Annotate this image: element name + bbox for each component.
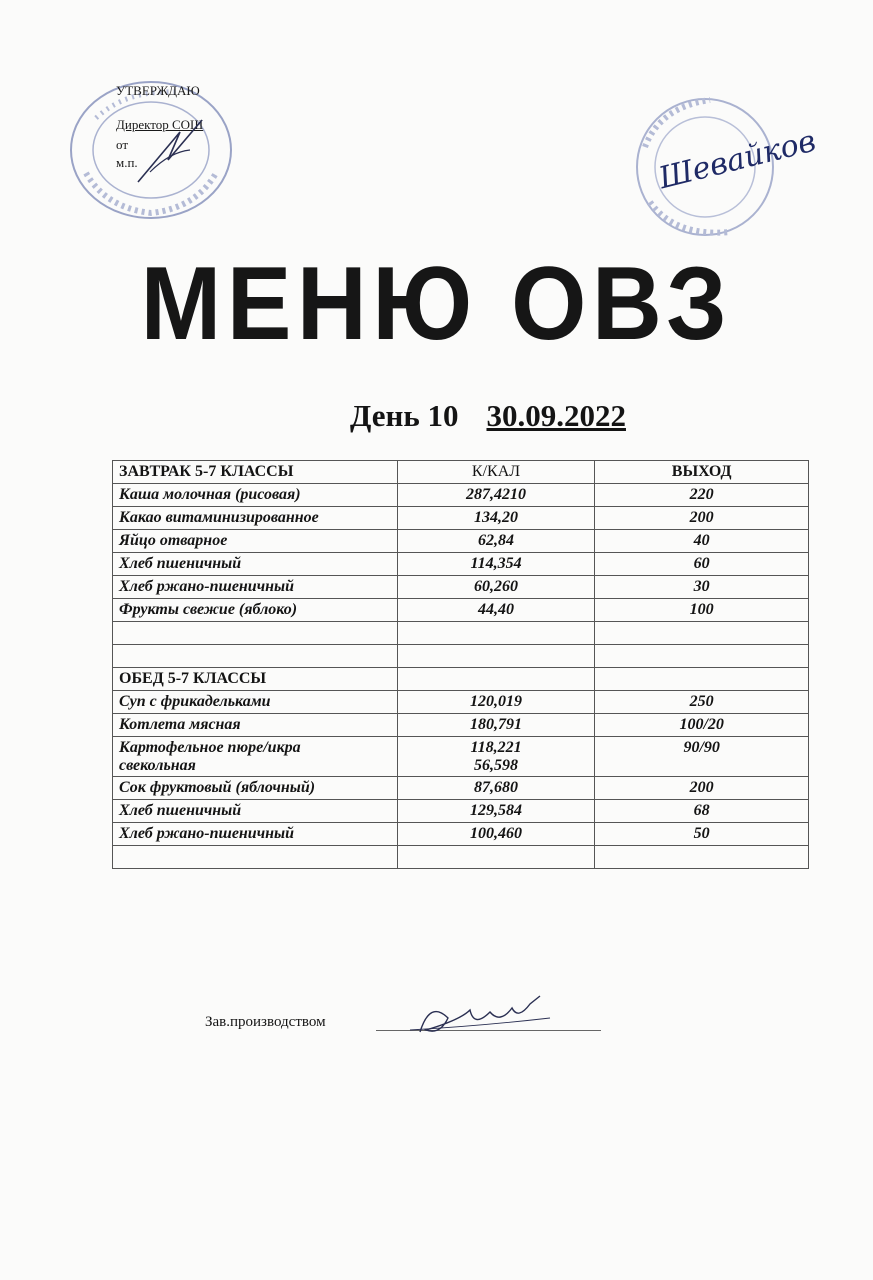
table-row: [113, 576, 809, 599]
dish-yield: 50: [595, 823, 809, 846]
dish-kcal: [397, 737, 595, 777]
dish-name-line1: Картофельное пюре/икра: [119, 739, 301, 756]
header-meal: ЗАВТРАК 5-7 КЛАССЫ: [113, 461, 398, 484]
dish-name: Котлета мясная: [113, 714, 398, 737]
dish-name: Яйцо отварное: [113, 530, 398, 553]
dish-yield: 250: [595, 691, 809, 714]
table-row: [113, 800, 809, 823]
dish-kcal: 120,019: [397, 691, 595, 714]
approval-seal-place: м.п.: [116, 155, 138, 170]
lunch-title: ОБЕД 5-7 КЛАССЫ: [113, 668, 398, 691]
dish-yield: 30: [595, 576, 809, 599]
dish-kcal-line2: 56,598: [474, 757, 519, 774]
table-row: [113, 714, 809, 737]
day-date: 30.09.2022: [486, 398, 626, 433]
footer-signature-label: Зав.производством: [205, 1014, 326, 1030]
dish-kcal: 60,260: [397, 576, 595, 599]
dish-yield: 220: [595, 484, 809, 507]
table-row: [113, 553, 809, 576]
dish-kcal: 44,40: [397, 599, 595, 622]
day-label: День 10: [350, 398, 459, 433]
header-kcal: К/КАЛ: [397, 461, 595, 484]
dish-name: Хлеб ржано-пшеничный: [113, 823, 398, 846]
table-row: [113, 737, 809, 777]
dish-name: Хлеб пшеничный: [113, 800, 398, 823]
approval-title: УТВЕРЖДАЮ: [116, 83, 200, 98]
header-yield: ВЫХОД: [595, 461, 809, 484]
dish-name: Каша молочная (рисовая): [113, 484, 398, 507]
svg-text:Шевайков: Шевайков: [655, 123, 820, 197]
signature-bottom: [400, 990, 560, 1045]
day-heading: [350, 398, 626, 434]
table-row-empty: [113, 622, 809, 645]
dish-kcal: 180,791: [397, 714, 595, 737]
dish-name-line2: свекольная: [119, 757, 196, 774]
dish-yield: 100/20: [595, 714, 809, 737]
table-row: [113, 507, 809, 530]
table-row-empty: [113, 846, 809, 869]
dish-name: Сок фруктовый (яблочный): [113, 777, 398, 800]
approval-date: от: [116, 137, 129, 152]
dish-yield: 60: [595, 553, 809, 576]
dish-kcal: 134,20: [397, 507, 595, 530]
dish-yield: 100: [595, 599, 809, 622]
table-row: [113, 777, 809, 800]
dish-name: Какао витаминизированное: [113, 507, 398, 530]
table-header-row: [113, 461, 809, 484]
dish-yield: 90/90: [595, 737, 809, 777]
dish-name: Фрукты свежие (яблоко): [113, 599, 398, 622]
title-part-menu: МЕНЮ: [140, 246, 478, 362]
dish-name: Хлеб пшеничный: [113, 553, 398, 576]
dish-kcal-line1: 118,221: [470, 739, 522, 756]
dish-name: [113, 737, 398, 777]
dish-kcal: 62,84: [397, 530, 595, 553]
dish-kcal: 87,680: [397, 777, 595, 800]
signature-right: [650, 118, 820, 198]
dish-yield: 40: [595, 530, 809, 553]
dish-kcal: 100,460: [397, 823, 595, 846]
table-row: [113, 691, 809, 714]
page-title: [31, 245, 843, 364]
title-part-ovz: ОВЗ: [511, 246, 733, 362]
dish-yield: 200: [595, 507, 809, 530]
dish-yield: 200: [595, 777, 809, 800]
dish-name: Хлеб ржано-пшеничный: [113, 576, 398, 599]
dish-kcal: 287,4210: [397, 484, 595, 507]
signature-left: [130, 112, 210, 187]
dish-name: Суп с фрикадельками: [113, 691, 398, 714]
dish-kcal: 114,354: [397, 553, 595, 576]
dish-yield: 68: [595, 800, 809, 823]
table-row: [113, 530, 809, 553]
lunch-section-row: [113, 668, 809, 691]
approval-director: Директор СОШ: [116, 117, 204, 132]
table-row: [113, 823, 809, 846]
table-row: [113, 484, 809, 507]
menu-table: [112, 460, 809, 869]
dish-kcal: 129,584: [397, 800, 595, 823]
table-row-empty: [113, 645, 809, 668]
table-row: [113, 599, 809, 622]
